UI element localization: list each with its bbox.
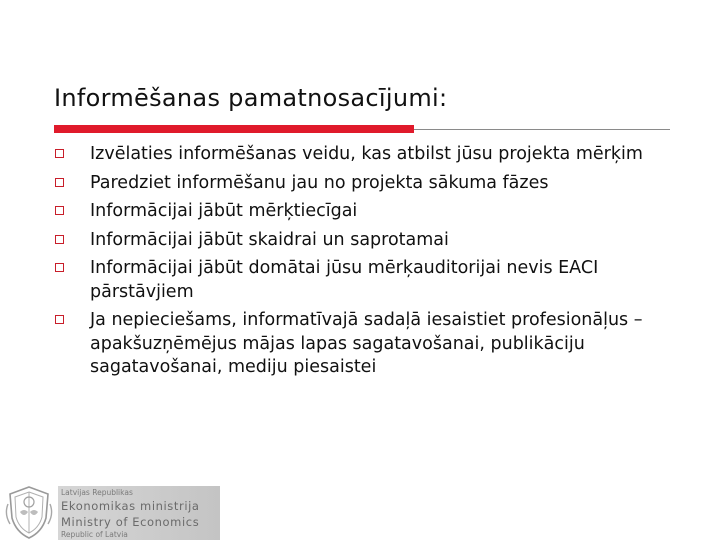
bullet-text: Izvēlaties informēšanas veidu, kas atbilst jūsu projekta mērķim (90, 144, 643, 164)
bullet-item (54, 143, 674, 167)
title-underline-red (54, 125, 414, 133)
bullet-text: Informācijai jābūt mērķtiecīgai (90, 201, 358, 221)
slide-title: Informēšanas pamatnosacījumi: (54, 84, 448, 112)
square-bullet-icon (55, 149, 64, 158)
logo-ministry-lv: Ekonomikas ministrija (61, 499, 200, 513)
bullet-text: Informācijai jābūt domātai jūsu mērķauditorijai nevis EACI pārstāvjiem (90, 258, 599, 302)
ministry-logo (0, 484, 220, 540)
square-bullet-icon (55, 235, 64, 244)
bullet-item (54, 309, 674, 380)
square-bullet-icon (55, 315, 64, 324)
logo-text-block (58, 486, 220, 540)
square-bullet-icon (55, 178, 64, 187)
bullet-text: Paredziet informēšanu jau no projekta sākuma fāzes (90, 172, 549, 193)
bullet-list (54, 143, 674, 385)
bullet-item (54, 229, 674, 253)
bullet-text: Ja nepieciešams, informatīvajā sadaļā iesaistiet profesionāļus – apakšuzņēmējus mājas lapas sagatavošanai, publikāciju sagatavošanai, mediju piesaistei (90, 310, 643, 377)
bullet-text: Informācijai jābūt skaidrai un saprotamai (90, 229, 449, 250)
logo-republic-lv: Latvijas Republikas (61, 488, 133, 497)
square-bullet-icon (55, 263, 64, 272)
title-underline-grey (414, 129, 670, 130)
coat-of-arms-icon (4, 484, 54, 540)
bullet-item (54, 200, 674, 224)
logo-ministry-en: Ministry of Economics (61, 515, 200, 529)
logo-republic-en: Republic of Latvia (61, 530, 128, 539)
bullet-item (54, 257, 674, 304)
square-bullet-icon (55, 206, 64, 215)
bullet-item (54, 172, 674, 196)
